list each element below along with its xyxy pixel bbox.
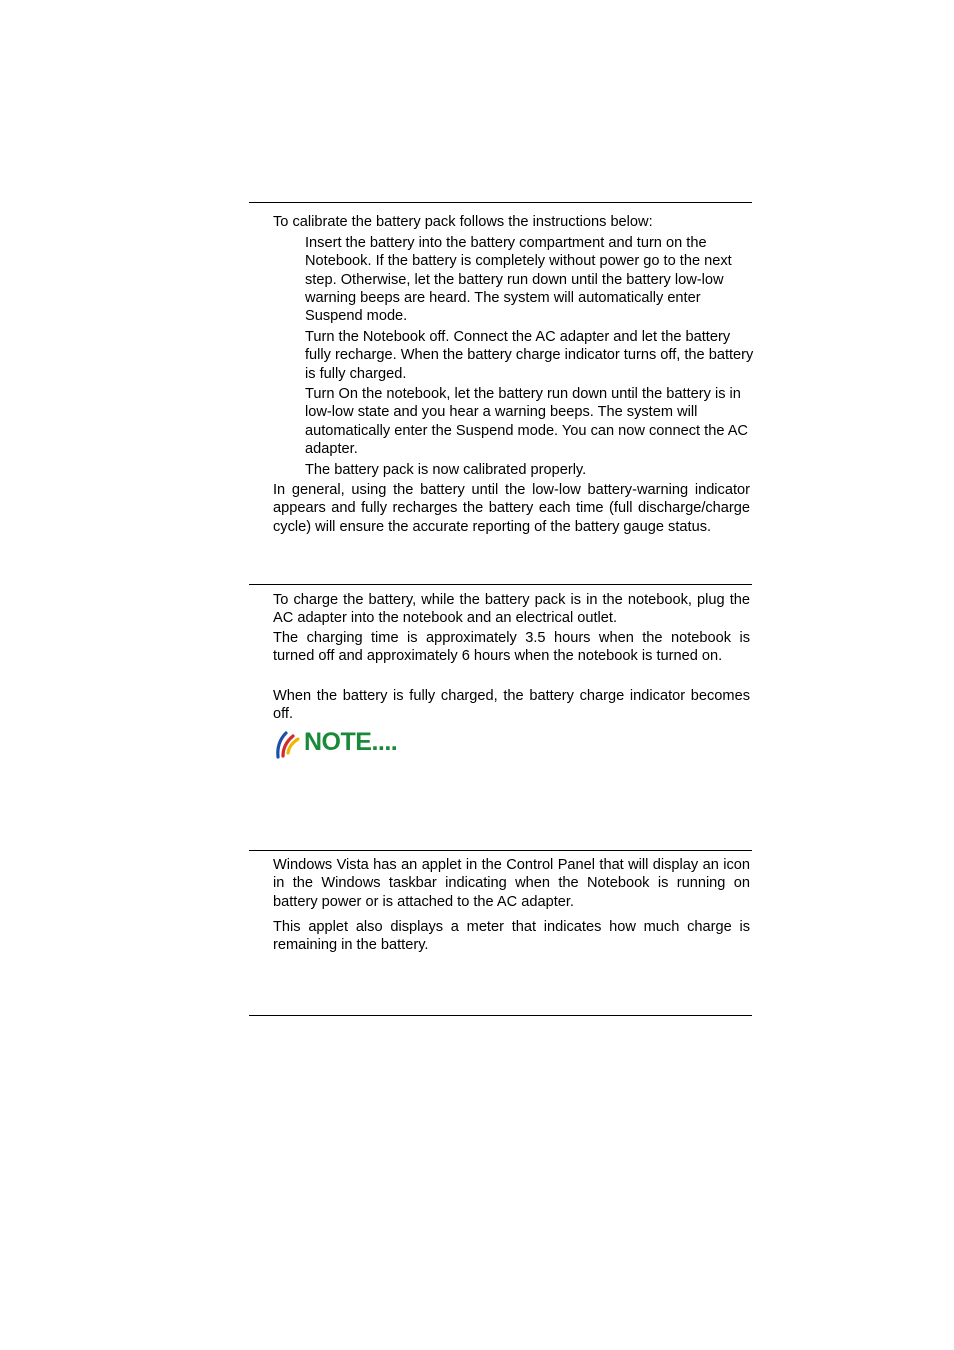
- charging-paragraph-2: The charging time is approximately 3.5 hours when the notebook is turned off and approximately 6 hours when the notebook is turned on.: [273, 630, 750, 665]
- charging-paragraph-3: When the battery is fully charged, the battery charge indicator becomes off.: [273, 688, 750, 723]
- section-rule-charging: [249, 584, 752, 585]
- vista-paragraph-1: Windows Vista has an applet in the Control Panel that will display an icon in the Windows taskbar indicating when the Notebook is running on battery power or is attached to the AC adapter.: [273, 857, 750, 910]
- calibration-intro: To calibrate the battery pack follows the instructions below:: [273, 214, 653, 230]
- calibration-step-3: Turn On the notebook, let the battery run down until the battery is in low-low state and you hear a warning beeps. The system will automatically enter the Suspend mode. You can now connect the AC adapter.: [305, 386, 748, 457]
- charging-paragraph-1: To charge the battery, while the battery pack is in the notebook, plug the AC adapter into the notebook and an electrical outlet.: [273, 592, 750, 627]
- note-label: NOTE....: [304, 728, 398, 756]
- section-rule-vista: [249, 850, 752, 851]
- calibration-step-2: Turn the Notebook off. Connect the AC adapter and let the battery fully recharge. When the battery charge indicator turns off, the battery is fully charged.: [305, 329, 754, 382]
- calibration-summary: In general, using the battery until the low-low battery-warning indicator appears and fully recharges the battery each time (full discharge/charge cycle) will ensure the accurate reporting of the battery gauge status.: [273, 482, 750, 535]
- note-pen-icon: [274, 729, 304, 759]
- calibration-step-1: Insert the battery into the battery compartment and turn on the Notebook. If the battery is completely without power go to the next step. Otherwise, let the battery run down until the battery low-low warning beeps are heard. The system will automatically enter Suspend mode.: [305, 235, 732, 325]
- header-rule: [249, 202, 752, 203]
- footer-rule: [249, 1015, 752, 1016]
- vista-paragraph-2: This applet also displays a meter that indicates how much charge is remaining in the battery.: [273, 919, 750, 954]
- calibration-step-4: The battery pack is now calibrated properly.: [305, 462, 587, 478]
